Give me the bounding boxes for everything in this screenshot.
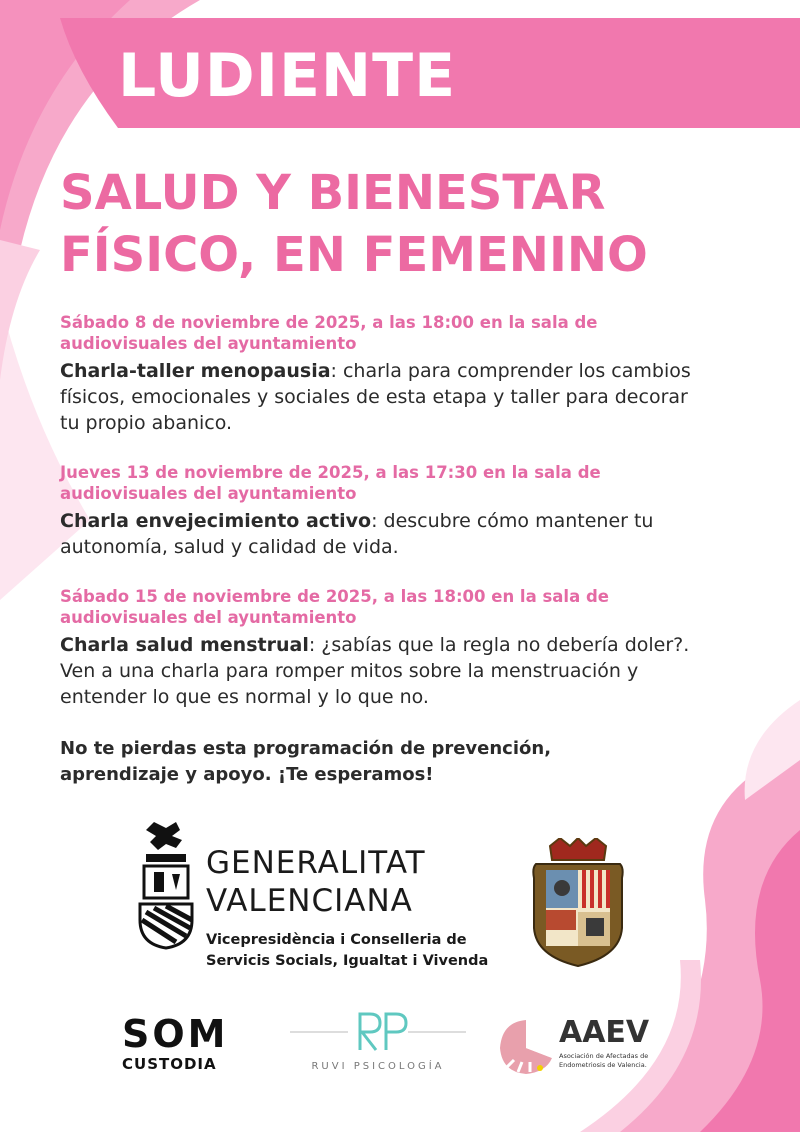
event-description — [60, 632, 710, 710]
ruvi-monogram-icon — [290, 1010, 466, 1054]
generalitat-dept-line2: Servicis Socials, Igualtat i Vivenda — [206, 953, 489, 969]
generalitat-dept-line1: Vicepresidència i Conselleria de — [206, 932, 467, 948]
event-list — [60, 312, 710, 788]
closing-message: No te pierdas esta programación de prevención, aprendizaje y apoyo. ¡Te esperamos! — [60, 738, 552, 785]
aaev-name: AAEV — [559, 1015, 650, 1050]
event-item — [60, 312, 710, 436]
event-text: : charla para comprender los cambios físicos, emocionales y sociales de esta etapa y taller para decorar tu propio abanico. — [60, 360, 691, 434]
event-title: Charla-taller menopausia — [60, 360, 331, 382]
ruvi-psicologia-logo — [290, 1010, 466, 1074]
generalitat-valenciana-logo — [136, 820, 516, 980]
generalitat-emblem-icon — [136, 820, 196, 950]
event-title: Charla salud menstrual — [60, 634, 309, 656]
aaev-emblem-icon — [496, 1016, 556, 1076]
event-date: Sábado 15 de noviembre de 2025, a las 18:00 en la sala de audiovisuales del ayuntamiento — [60, 587, 609, 627]
generalitat-line1: GENERALITAT — [206, 845, 426, 881]
banner-title: LUDIENTE — [118, 41, 457, 111]
aaev-logo — [496, 1012, 686, 1082]
event-title: Charla envejecimiento activo — [60, 510, 372, 532]
event-description — [60, 508, 710, 560]
event-item — [60, 586, 710, 710]
page-title-line2: FÍSICO, EN FEMENINO — [60, 227, 648, 283]
ruvi-psicologia-text: RUVI PSICOLOGÍA — [311, 1061, 445, 1072]
event-item — [60, 462, 710, 560]
municipal-coat-of-arms-icon — [528, 838, 628, 968]
event-date: Sábado 8 de noviembre de 2025, a las 18:00 en la sala de audiovisuales del ayuntamiento — [60, 313, 598, 353]
event-description — [60, 358, 710, 436]
generalitat-name — [206, 844, 426, 920]
event-text: : ¿sabías que la regla no debería doler?. Ven a una charla para romper mitos sobre la menstruación y entender lo que es normal y lo que no. — [60, 634, 690, 708]
aaev-subtitle: Asociación de Afectadas de Endometriosis de Valencia. — [559, 1052, 649, 1069]
som-custodia-line2: CUSTODIA — [122, 1055, 217, 1073]
page-title-line1: SALUD Y BIENESTAR — [60, 165, 606, 221]
som-custodia-line1: SOM — [122, 1012, 229, 1056]
event-date: Jueves 13 de noviembre de 2025, a las 17:30 en la sala de audiovisuales del ayuntamiento — [60, 463, 601, 503]
som-custodia-logo — [122, 1014, 242, 1078]
event-text: : descubre cómo mantener tu autonomía, salud y calidad de vida. — [60, 510, 654, 558]
generalitat-line2: VALENCIANA — [206, 883, 413, 919]
generalitat-department — [206, 930, 488, 972]
page-title — [60, 162, 648, 286]
